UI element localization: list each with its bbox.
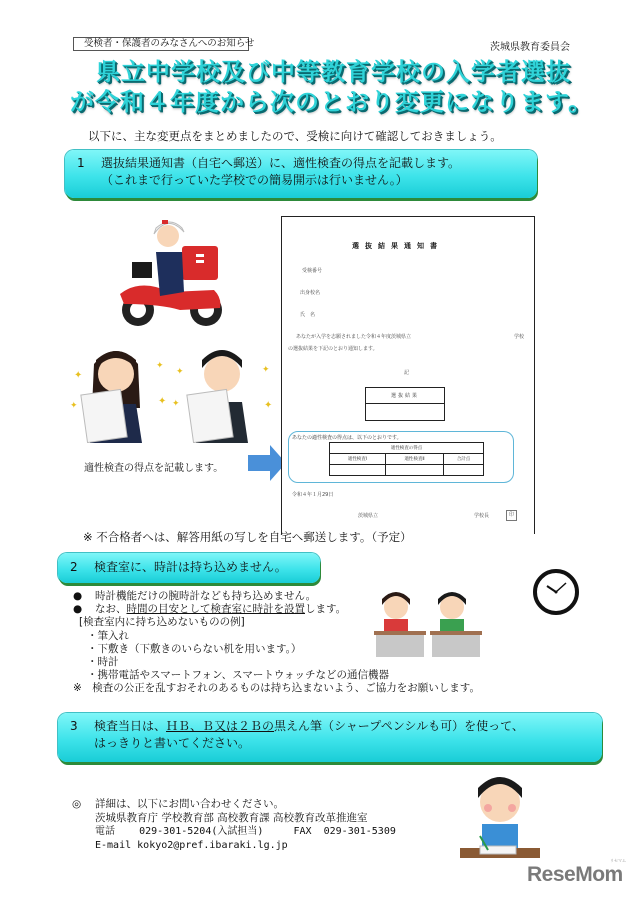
section-3-text-underlined: ＨＢ、Ｂ又は２Ｂの [166,719,275,733]
selection-result-notice-preview [281,216,535,534]
section-2-list: ● 時計機能だけの腕時計なども持ち込めません。 ● なお、時間の目安として検査室に時計を設置します。 [検査室内に持ち込めないものの例] ・筆入れ ・下敷き（下敷きのいらない机を用います。） ・時計 ・携帯電話やスマートフォン、スマートウォッチなどの通信機器 ※ 検査の公正を乱すおそれのあるものは持ち込まないよう、ご協力をお願いします。 [73,590,480,695]
email-address[interactable]: kokyo2@pref.ibaraki.lg.jp [137,840,288,851]
section-3-number: 3 [70,719,78,733]
section-2-number: 2 [70,560,78,574]
example-item: ・時計 [87,656,119,669]
bullet-item-suffix: します。 [305,603,347,616]
examples-heading: [検査室内に持ち込めないものの例] [79,616,245,629]
section-3-text-prefix: 検査当日は、 [94,719,167,733]
wall-clock-icon [533,569,579,615]
phone-number: 029-301-5204(入試担当) [139,826,264,837]
headline-line-1: 県立中学校及び中等教育学校の入学者選抜 [96,58,571,86]
doc-body-line-2: の選抜結果を下記のとおり通知します。 [288,346,378,352]
svg-text:✦: ✦ [176,367,184,377]
section-2-title: 検査室に、時計は持ち込めません。 [94,560,287,574]
example-item: ・下敷き（下敷きのいらない机を用います。） [87,642,302,655]
intro-text: 以下に、主な変更点をまとめましたので、受検に向けて確認しておきましょう。 [88,129,502,143]
doc-score-col-2: 適性検査Ⅱ [385,454,443,465]
boy-reading-illustration [170,338,280,443]
svg-text:✦: ✦ [70,401,78,411]
svg-text:✦: ✦ [74,370,83,381]
doc-title: 選抜結果通知書 [352,242,443,250]
bullet-item-prefix: なお、 [95,603,127,616]
section-1-number: 1 [77,156,85,170]
doc-principal: 学校長 [474,513,490,519]
doc-body-school-suffix: 学校 [514,334,525,340]
bullet-item: 時計機能だけの腕時計なども持ち込めません。 [95,590,317,602]
phone-label: 電話 [95,826,115,837]
section-1-title: 選抜結果通知書（自宅へ郵送）に、適性検査の得点を記載します。 [101,156,461,170]
svg-text:✦: ✦ [172,399,180,409]
resemom-logo: ReseMom [527,863,623,886]
issuer-name: 茨城県教育委員会 [490,42,570,53]
doc-field-name: 氏 名 [300,312,316,318]
section-2-note: ※ 検査の公正を乱すおそれのあるものは持ち込まないよう、ご協力をお願いします。 [73,682,480,695]
headline-line-2: が令和４年度から次のとおり変更になります。 [70,88,594,116]
doc-score-table [329,442,484,476]
doc-result-header: 選抜結果 [366,388,444,404]
notice-label-box: 受検者・保護者のみなさんへのお知らせ [73,37,249,51]
doc-score-col-1: 適性検査Ⅰ [330,454,386,465]
contact-intro: 詳細は、以下にお問い合わせください。 [95,798,284,810]
example-item: ・携帯電話やスマートフォン、スマートウォッチなどの通信機器 [87,669,389,682]
section-2-banner [58,553,320,583]
email-label: E-mail [95,840,132,851]
doc-date: 令和４年１月29日 [292,492,334,498]
watermark-ruby: リセマム [610,858,626,863]
illustration-caption: 適性検査の得点を記載します。 [84,463,224,474]
doc-score-col-3: 合計点 [444,454,484,465]
bullet-item-underlined: 時間の目安として検査室に時計を設置 [126,603,305,616]
contact-department: 茨城県教育庁 学校教育部 高校教育課 高校教育改革推進室 [95,812,368,824]
postal-scooter-illustration [110,212,230,332]
section-3-line-2: はっきりと書いてください。 [94,736,251,750]
contact-block [72,797,396,853]
section-3-banner [58,713,602,762]
section-1-banner [65,150,537,198]
svg-text:✦: ✦ [156,361,164,371]
doc-score-intro: あなたの適性検査の得点は、以下のとおりです。 [292,435,402,441]
contact-mark: ◎ [72,798,82,810]
doc-result-table [365,387,445,421]
fax-label: FAX [293,826,312,837]
students-at-desks-illustration [374,585,494,660]
girl-reading-illustration [66,338,176,443]
section-3-text-suffix: 黒えん筆（シャープペンシルも可）を使って、 [274,719,524,733]
doc-field-exam-number: 受検番号 [302,268,323,274]
fax-number: 029-301-5309 [323,826,396,837]
doc-body-line-1: あなたが入学を志願されました令和４年度茨城県立 [296,334,412,340]
doc-score-table-header: 適性検査の得点 [330,443,484,454]
boy-writing-illustration [458,770,540,865]
doc-stamp: 印 [506,510,517,521]
doc-ki: 記 [404,370,410,376]
section-1-subtitle: （これまで行っていた学校での簡易開示は行いません。） [101,173,408,187]
doc-field-school: 出身校名 [300,290,321,296]
svg-text:✦: ✦ [262,365,270,375]
example-item: ・筆入れ [87,629,129,642]
section-1-note: ※ 不合格者へは、解答用紙の写しを自宅へ郵送します。（予定） [83,530,412,544]
doc-issuer: 茨城県立 [358,513,379,519]
svg-text:✦: ✦ [264,400,273,411]
svg-text:✦: ✦ [158,396,167,407]
